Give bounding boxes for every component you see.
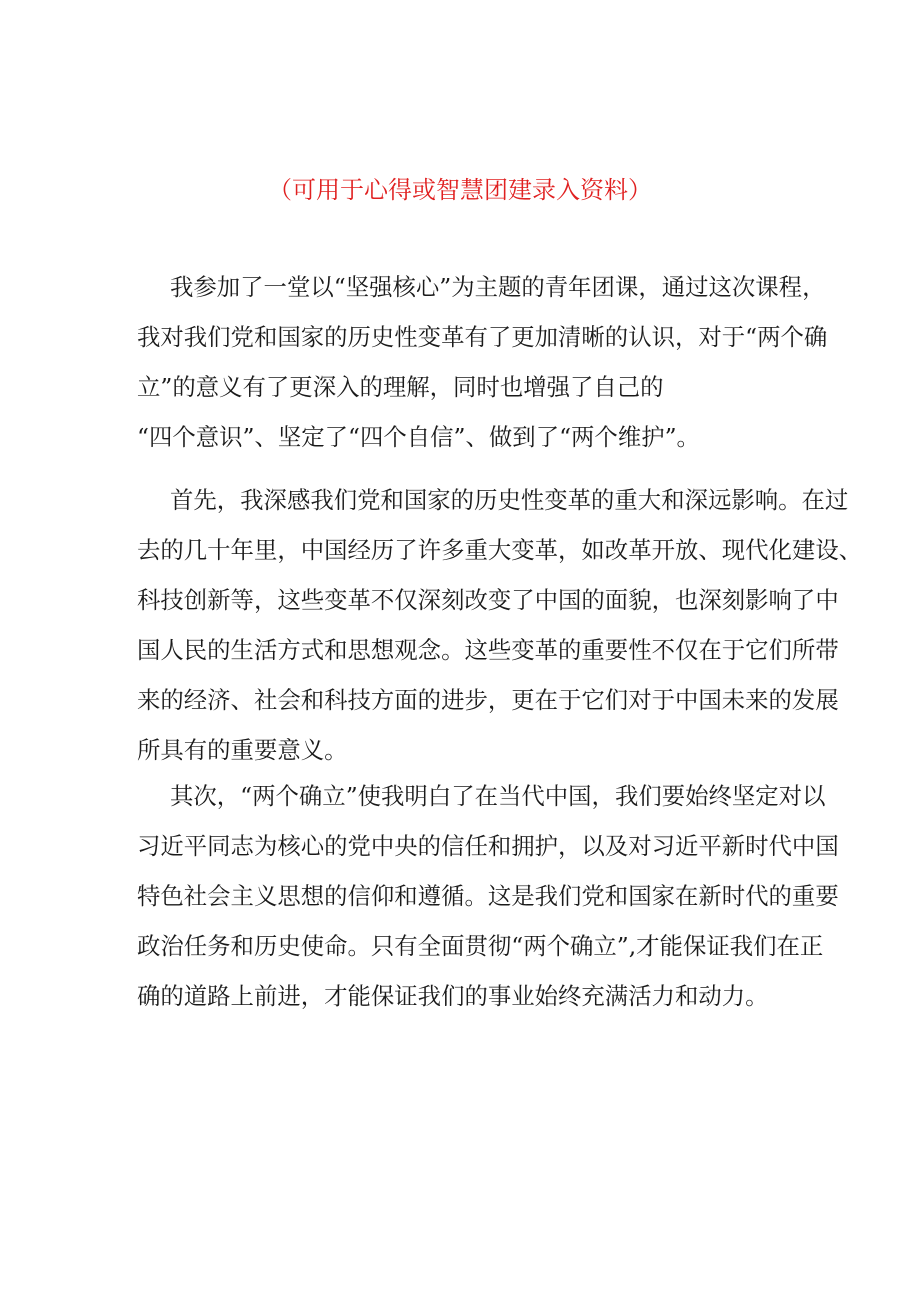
paragraph-line: 国人民的生活方式和思想观念。这些变革的重要性不仅在于它们所带 — [137, 636, 839, 664]
paragraph-line: 所具有的重要意义。 — [137, 736, 348, 764]
paragraph-line: 习近平同志为核心的党中央的信任和拥护，以及对习近平新时代中国 — [137, 832, 839, 860]
paragraph-line: 政治任务和历史使命。只有全面贯彻“两个确立”,才能保证我们在正 — [137, 932, 824, 960]
paragraph-line: 首先，我深感我们党和国家的历史性变革的重大和深远影响。在过 — [170, 486, 849, 514]
paragraph-line: 我对我们党和国家的历史性变革有了更加清晰的认识，对于“两个确 — [137, 323, 828, 351]
subtitle: （可用于心得或智慧团建录入资料） — [268, 176, 652, 204]
paragraph-line: 其次，“两个确立”使我明白了在当代中国，我们要始终坚定对以 — [170, 782, 826, 810]
paragraph-3 — [137, 771, 839, 1021]
paragraph-line: 科技创新等，这些变革不仅深刻改变了中国的面貌，也深刻影响了中 — [137, 586, 839, 614]
paragraph-2 — [137, 475, 863, 775]
paragraph-line: 确的道路上前进，才能保证我们的事业始终充满活力和动力。 — [137, 982, 769, 1010]
paragraph-line: 我参加了一堂以“坚强核心”为主题的青年团课，通过这次课程， — [170, 273, 826, 301]
paragraph-line: “四个意识”、坚定了“四个自信”、做到了“两个维护”。 — [137, 423, 700, 451]
paragraph-line: 特色社会主义思想的信仰和遵循。这是我们党和国家在新时代的重要 — [137, 882, 839, 910]
paragraph-line: 去的几十年里，中国经历了许多重大变革，如改革开放、现代化建设、 — [137, 536, 863, 564]
paragraph-line: 来的经济、社会和科技方面的进步，更在于它们对于中国未来的发展 — [137, 686, 839, 714]
paragraph-1 — [137, 262, 828, 462]
paragraph-line: 立”的意义有了更深入的理解，同时也增强了自己的 — [137, 373, 664, 401]
